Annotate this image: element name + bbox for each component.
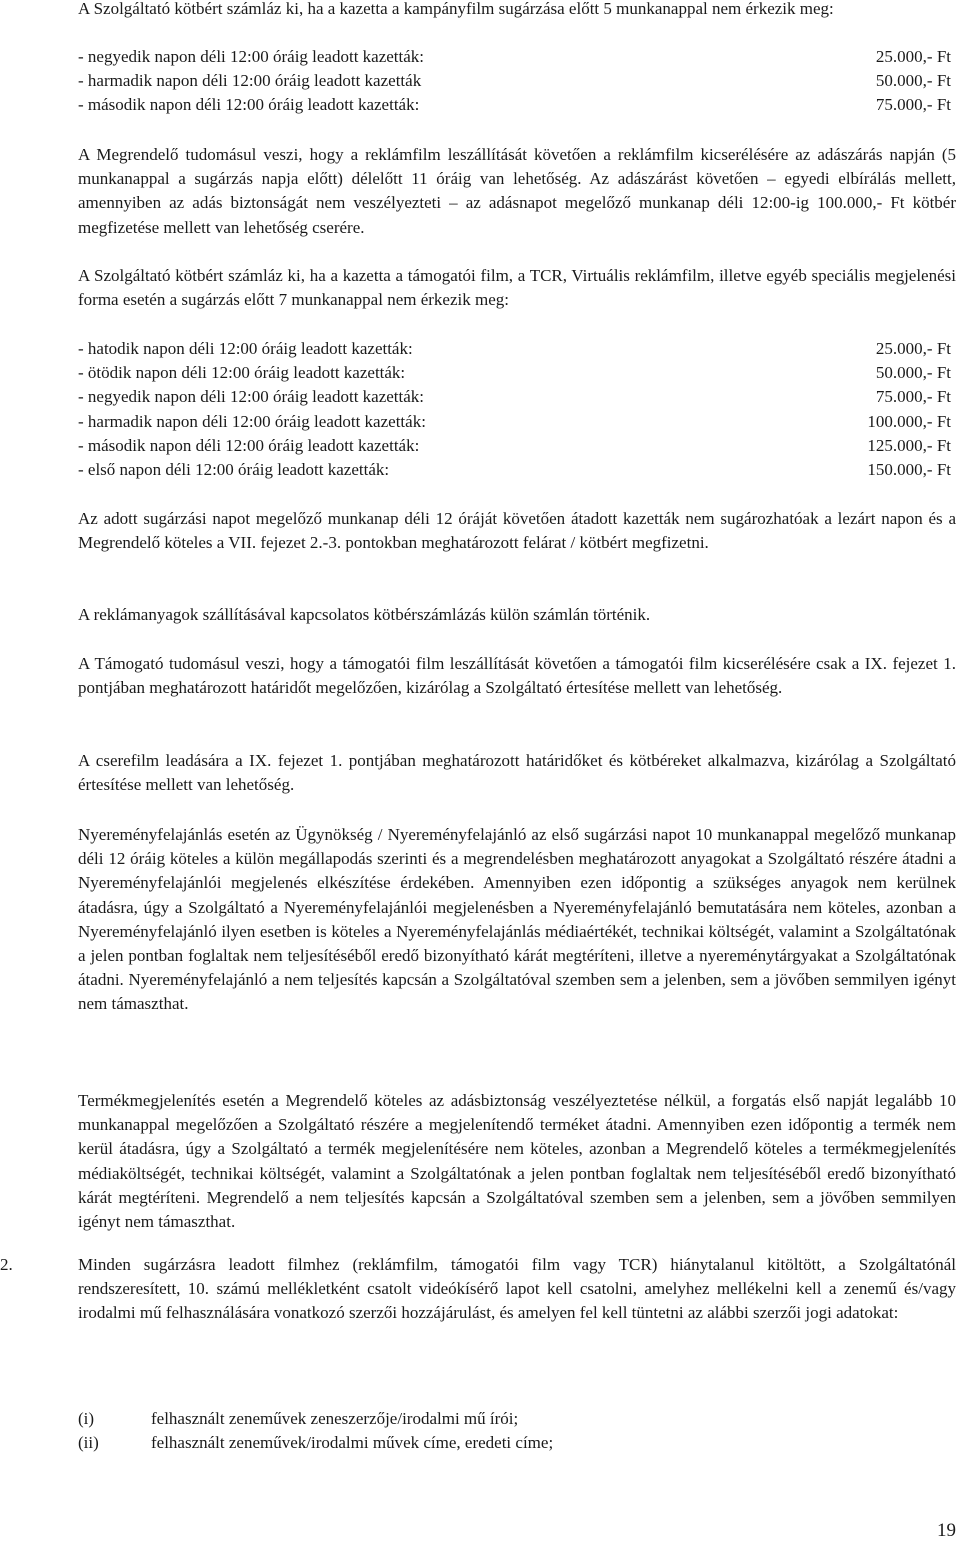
paragraph-videokisero: Minden sugárzásra leadott filmhez (reklámfilm, támogatói film vagy TCR) hiánytalanul kitöltött, a Szolgáltatónál rendszeresített, 10. számú mellékletként csatolt videókísérő lapot kell csatolni, amelyhez mellékelni kell a zenemű és/vagy irodalmi mű felhasználására vonatkozó szerzői hozzájárulást, és amelyen fel kell tüntetni az alábbi szerzői jogi adatokat: xyxy=(78,1255,956,1323)
paragraph-reklamfilm-csere: A Megrendelő tudomásul veszi, hogy a reklámfilm leszállítását követően a reklámfilm kicserélésére az adászárás napján (5 munkanappal a sugárzás napja előtt) délelőtt 11 óráig van lehetőség. Az adászárást követően – egyedi elbírálás mellett, amennyiben az adás biztonságát nem veszélyezteti – az adásnapot megelőző munkanap déli 12:00-ig 100.000,- Ft kötbér megfizetése mellett van lehetőség cserére. xyxy=(78,145,956,237)
penalty-amount: 75.000,- Ft xyxy=(875,95,951,115)
paragraph-tamogato-csere: A Támogató tudomásul veszi, hogy a támogatói film leszállítását követően a támogatói film kicserélésére csak a IX. fejezet 1. pontjában meghatározott határidőt megelőzően, kizárólag a Szolgáltató értesítése mellett van lehetőség. xyxy=(78,654,956,698)
penalty-amount: 125.000,- Ft xyxy=(867,435,951,455)
roman-list-item xyxy=(78,1407,956,1431)
roman-item-text: felhasznált zeneművek/irodalmi művek címe, eredeti címe; xyxy=(151,1433,554,1453)
roman-numeral: (ii) xyxy=(78,1433,99,1453)
paragraph-tamogatoi-kotber: A Szolgáltató kötbért számláz ki, ha a kazetta a támogatói film, a TCR, Virtuális reklámfilm, illetve egyéb speciális megjelenési forma esetén a sugárzás előtt 7 munkanappal nem érkezik meg: xyxy=(78,266,956,310)
penalty-row xyxy=(78,69,951,93)
roman-item-text: felhasznált zeneművek zeneszerzője/irodalmi mű írói; xyxy=(151,1409,519,1428)
penalty-list-tamogatoi xyxy=(78,337,951,482)
penalty-amount: 100.000,- Ft xyxy=(867,411,951,431)
page-number: 19 xyxy=(937,1520,956,1541)
penalty-row xyxy=(78,45,951,69)
roman-list-item xyxy=(78,1431,956,1455)
penalty-row xyxy=(78,337,951,361)
penalty-amount: 150.000,- Ft xyxy=(867,459,951,479)
paragraph-cserefilm: A cserefilm leadására a IX. fejezet 1. pontjában meghatározott határidőket és kötbéreket alkalmazva, kizárólag a Szolgáltató értesítése mellett van lehetőség. xyxy=(78,751,956,795)
penalty-label: - ötödik napon déli 12:00 óráig leadott kazetták: xyxy=(78,363,406,383)
paragraph-kampanyfilm-kotber: A Szolgáltató kötbért számláz ki, ha a kazetta a kampányfilm sugárzása előtt 5 munkanappal nem érkezik meg: xyxy=(78,0,834,18)
penalty-amount: 25.000,- Ft xyxy=(875,339,951,358)
penalty-amount: 50.000,- Ft xyxy=(875,363,951,383)
item-body xyxy=(78,1253,956,1453)
paragraph-lezart-nap: Az adott sugárzási napot megelőző munkanap déli 12 óráját követően átadott kazetták nem sugározhatóak a lezárt napon és a Megrendelő köteles a VII. fejezet 2.-3. pontokban meghatározott felárat / kötbért megfizetni. xyxy=(78,509,956,553)
penalty-label: - második napon déli 12:00 óráig leadott kazetták: xyxy=(78,95,420,115)
penalty-row xyxy=(78,458,951,482)
penalty-list-kampanyfilm xyxy=(78,45,951,118)
penalty-label: - hatodik napon déli 12:00 óráig leadott kazetták: xyxy=(78,339,413,358)
penalty-label: - első napon déli 12:00 óráig leadott kazetták: xyxy=(78,459,390,479)
penalty-label: - második napon déli 12:00 óráig leadott kazetták: xyxy=(78,435,420,455)
penalty-label: - negyedik napon déli 12:00 óráig leadott kazetták: xyxy=(78,387,425,407)
penalty-row xyxy=(78,93,951,117)
penalty-row xyxy=(78,385,951,409)
penalty-amount: 75.000,- Ft xyxy=(875,387,951,407)
paragraph-kotberszamlazas: A reklámanyagok szállításával kapcsolatos kötbérszámlázás külön számlán történik. xyxy=(78,605,651,624)
penalty-row xyxy=(78,434,951,458)
penalty-amount: 50.000,- Ft xyxy=(875,71,951,91)
penalty-label: - negyedik napon déli 12:00 óráig leadott kazetták: xyxy=(78,47,425,66)
penalty-row xyxy=(78,410,951,434)
roman-list xyxy=(78,1407,956,1455)
roman-numeral: (i) xyxy=(78,1409,95,1428)
penalty-label: - harmadik napon déli 12:00 óráig leadott kazetták xyxy=(78,71,422,91)
penalty-amount: 25.000,- Ft xyxy=(875,47,951,66)
paragraph-termekmegjelenites: Termékmegjelenítés esetén a Megrendelő köteles az adásbiztonság veszélyeztetése nélkül, a forgatás első napját legalább 10 munkanappal megelőzően a Szolgáltató részére a megjelenítendő terméket átadni. Amennyiben ezen időpontig a termék nem kerül átadásra, úgy a Szolgáltató a termék megjelenítésére nem köteles, azonban a Megrendelő köteles a termékmegjelenítés médiaköltségét, technikai költségét, valamint a Szolgáltatónak a jelen pontban foglaltak nem teljesítéséből eredő bizonyítható kárát megtéríteni. Megrendelő a nem teljesítés kapcsán a Szolgáltatóval szemben sem a jelenben, sem a jövőben semmilyen igényt nem támaszthat. xyxy=(78,1091,956,1232)
paragraph-nyeremenyfelajanlas: Nyereményfelajánlás esetén az Ügynökség / Nyereményfelajánló az első sugárzási napot 10 munkanappal megelőző munkanap déli 12 óráig köteles a külön megállapodás szerinti és a megrendelésben meghatározott anyagokat a Szolgáltató részére átadni a Nyereményfelajánlói megjelenés elkészítése érdekében. Amennyiben ezen időpontig a szükséges anyagok nem kerülnek átadásra, úgy a Szolgáltató a Nyereményfelajánlói megjelenésben a Nyereményfelajánló bemutatására nem köteles, azonban a Nyereményfelajánló ilyen esetben is köteles a Nyereményfelajánlás médiaértékét, technikai költségét, valamint a Szolgáltatónak a jelen pontban foglaltak nem teljesítéséből eredő bizonyítható kárát megtéríteni, illetve a nyereménytárgyakat a Szolgáltatónak átadni. Nyereményfelajánló a nem teljesítés kapcsán a Szolgáltatóval szemben sem a jelenben, sem a jövőben semmilyen igényt nem támaszthat. xyxy=(78,825,956,1014)
item-number: 2. xyxy=(0,1255,13,1274)
penalty-label: - harmadik napon déli 12:00 óráig leadott kazetták: xyxy=(78,411,426,431)
penalty-row xyxy=(78,361,951,385)
